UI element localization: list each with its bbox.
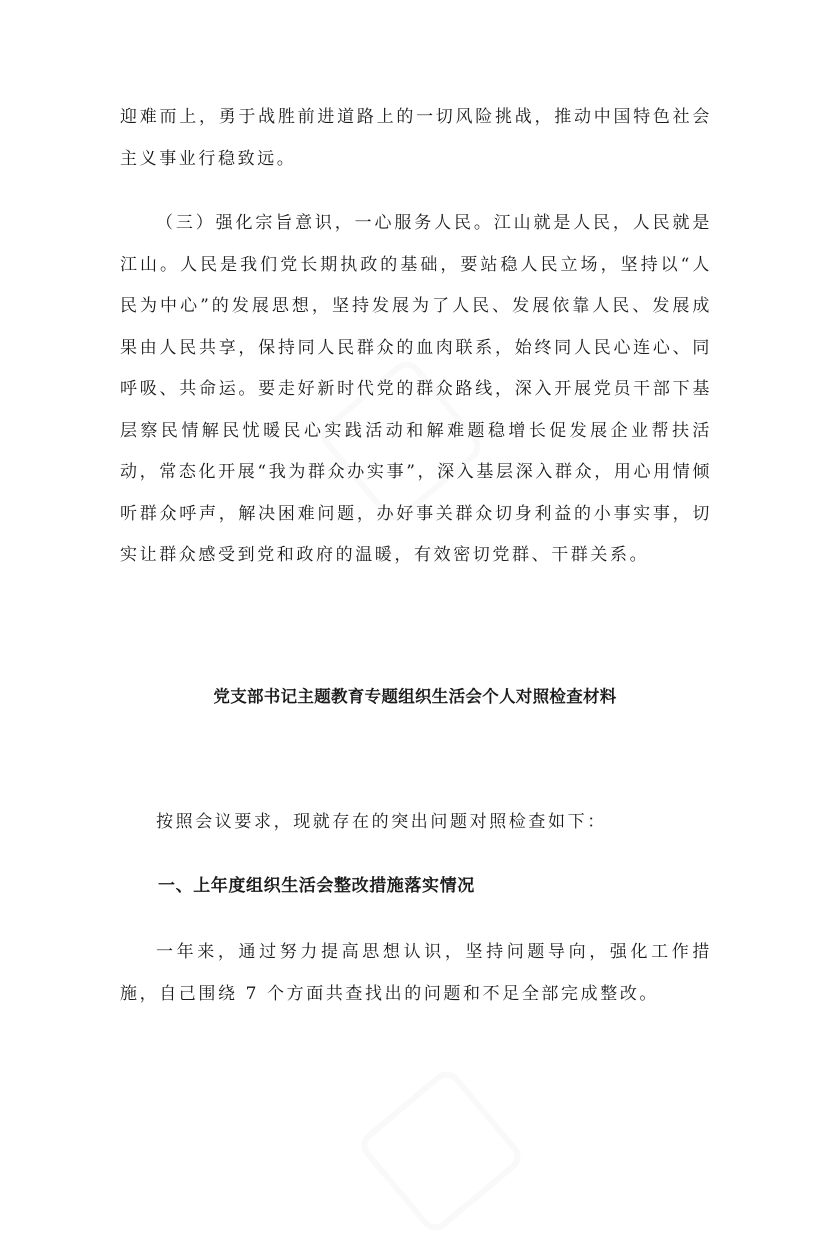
section-one-paragraph: 一年来，通过努力提高思想认识，坚持问题导向，强化工作措施，自己围绕 7 个方面共查找出的问题和不足全部完成整改。 <box>120 942 712 1004</box>
intro-paragraph: 按照会议要求，现就存在的突出问题对照检查如下： <box>156 812 607 832</box>
section-three-paragraph: （三）强化宗旨意识，一心服务人民。江山就是人民，人民就是江山。人民是我们党长期执政的基础，要站稳人民立场，坚持以“人民为中心”的发展思想，坚持发展为了人民、发展依靠人民、发展成果由人民共享，保持同人民群众的血肉联系，始终同人民心连心、同呼吸、共命运。要走好新时代党的群众路线，深入开展党员干部下基层察民情解民忧暖民心实践活动和解难题稳增长促发展企业帮扶活动，常态化开展“我为群众办实事”，深入基层深入群众，用心用情倾听群众呼声，解决困难问题，办好事关群众切身利益的小事实事，切实让群众感受到党和政府的温暖，有效密切党群、干群关系。 <box>120 213 712 565</box>
watermark-stamp <box>355 1065 527 1237</box>
document-title: 党支部书记主题教育专题组织生活会个人对照检查材料 <box>213 687 617 706</box>
continuation-paragraph: 迎难而上，勇于战胜前进道路上的一切风险挑战，推动中国特色社会主义事业行稳致远。 <box>120 107 712 169</box>
section-one-heading: 一、上年度组织生活会整改措施落实情况 <box>158 876 475 896</box>
